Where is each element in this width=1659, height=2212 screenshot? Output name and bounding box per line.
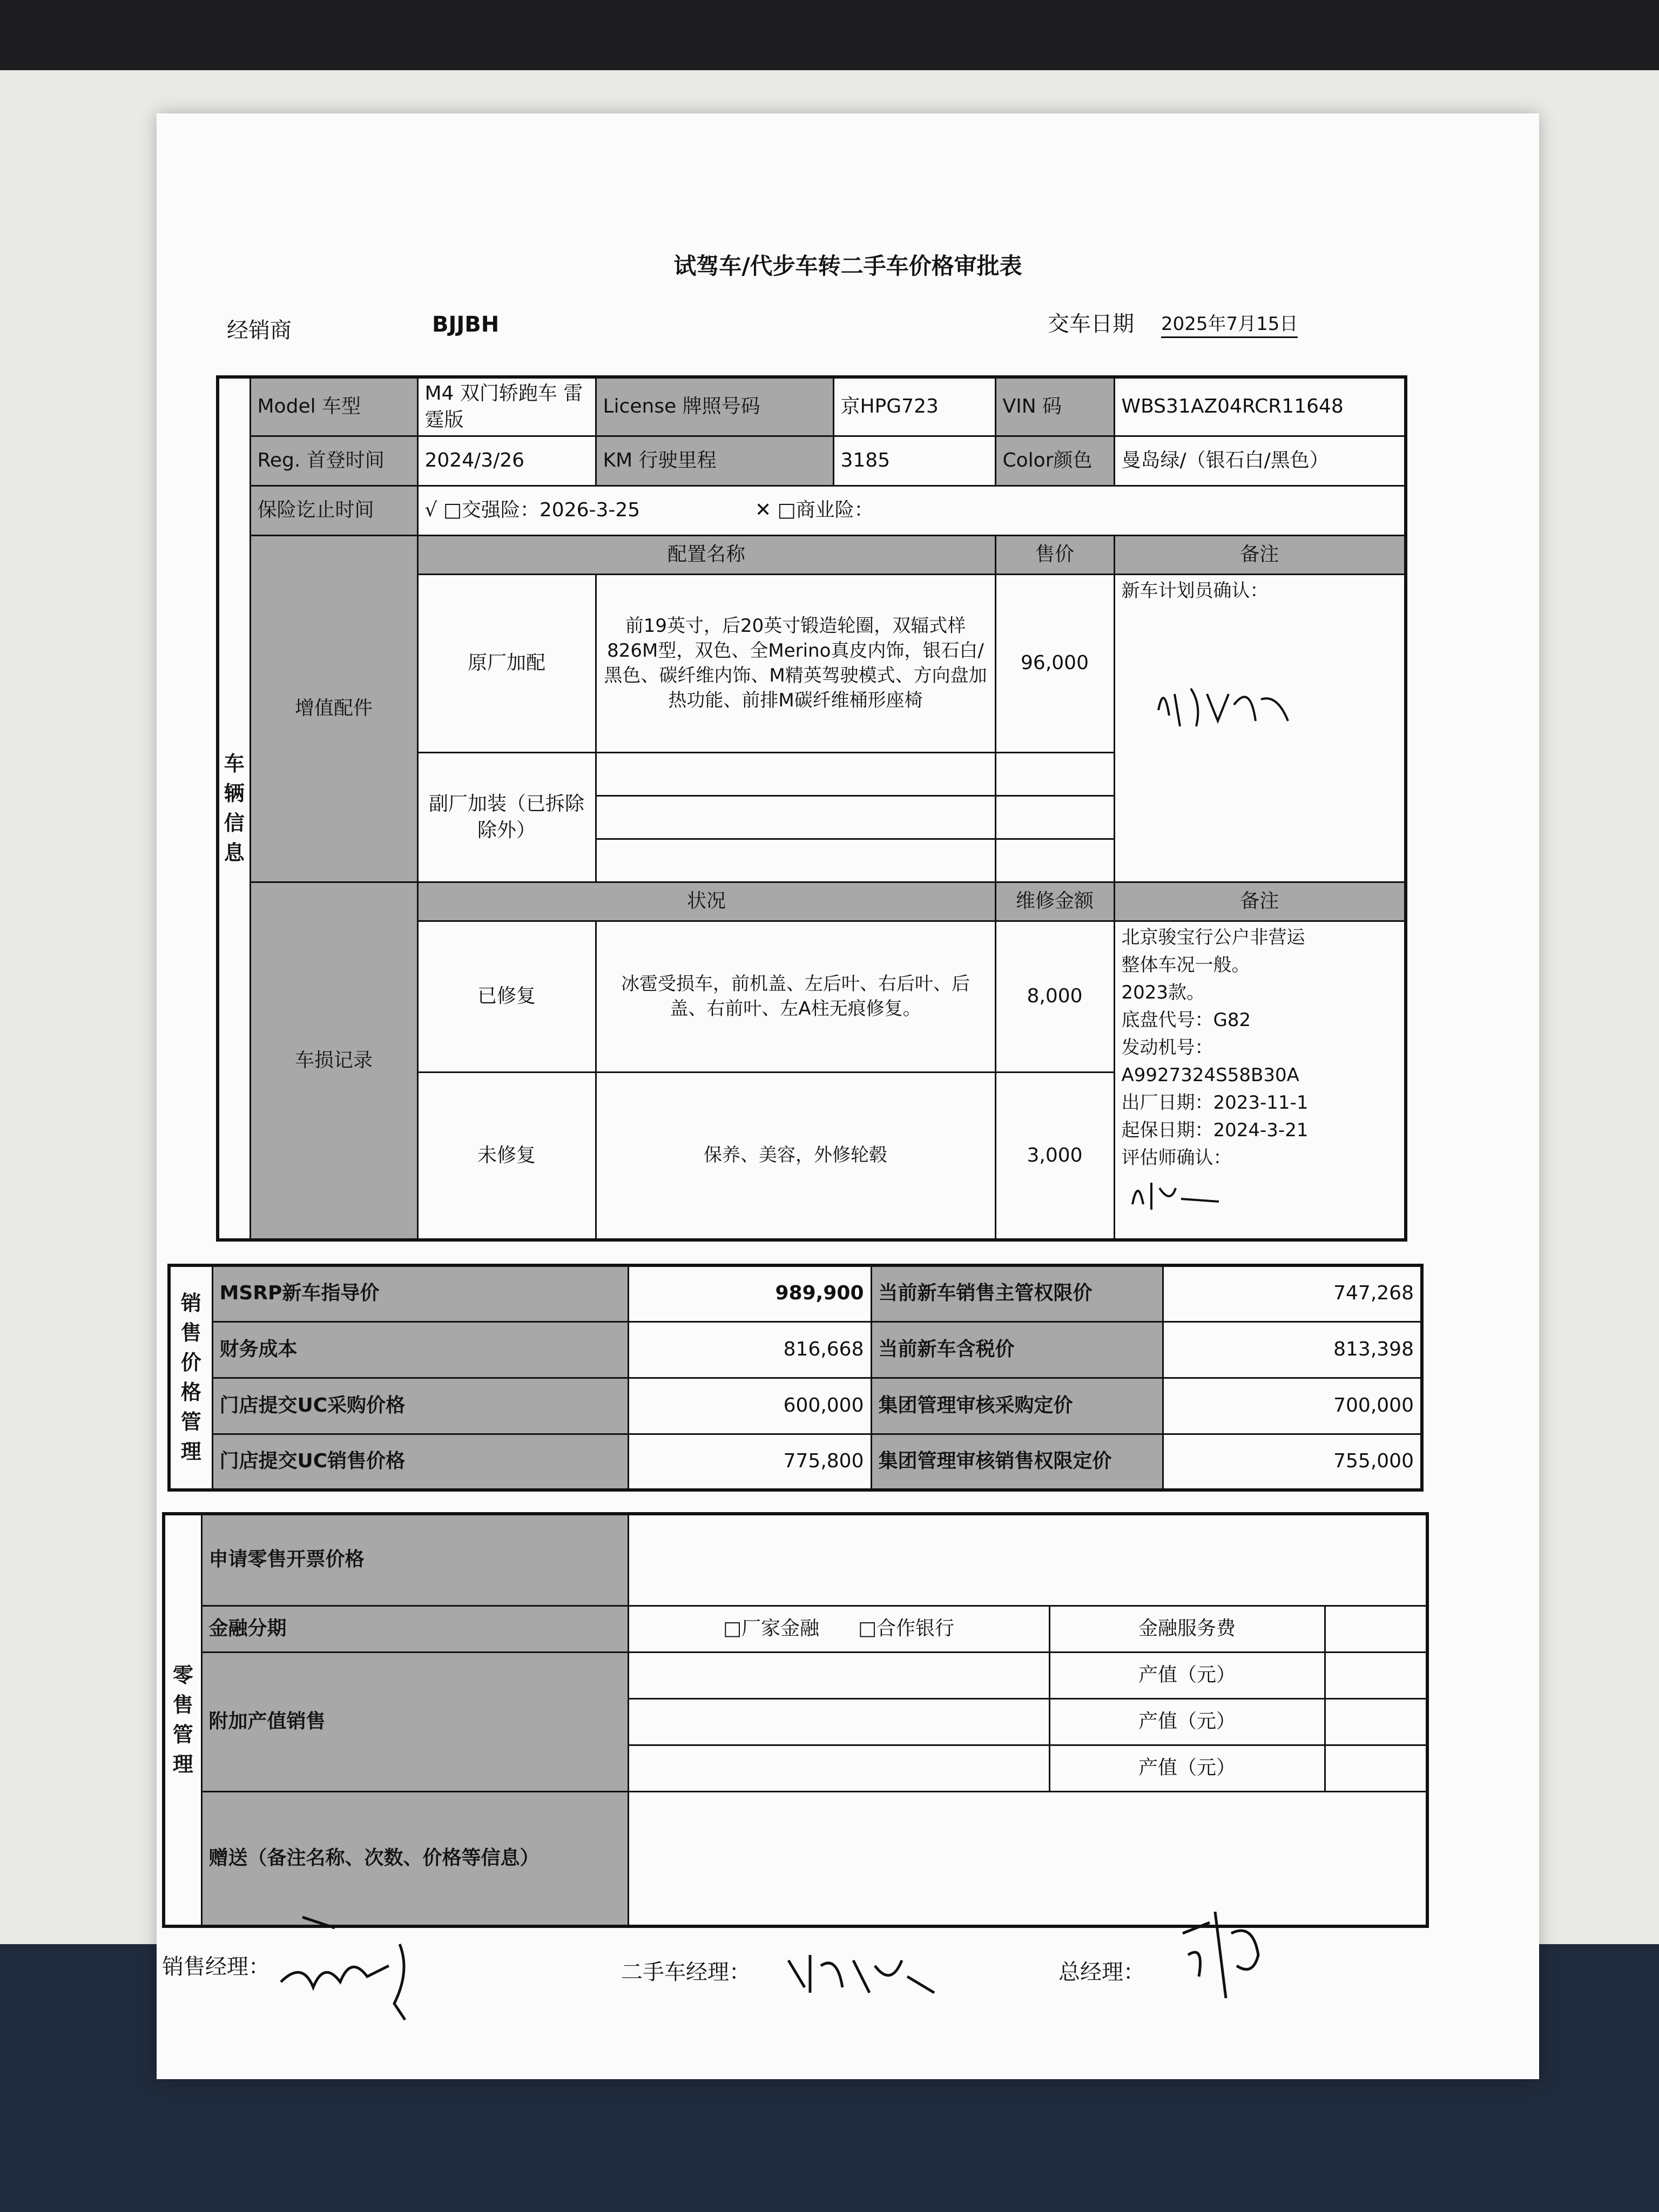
dealer-value: BJJBH bbox=[432, 312, 500, 337]
vehicle-section-label: 车 辆 信 息 bbox=[218, 377, 250, 1240]
reg-label: Reg. 首登时间 bbox=[250, 436, 417, 486]
unrepaired-label: 未修复 bbox=[417, 1073, 596, 1240]
vin-value: WBS31AZ04RCR11648 bbox=[1114, 377, 1406, 436]
damage-note-line: 起保日期：2024-3-21 bbox=[1121, 1120, 1309, 1142]
insurance-label: 保险讫止时间 bbox=[250, 486, 417, 536]
sales-manager-label: 销售经理： bbox=[162, 1954, 270, 1979]
addon-sales-item bbox=[628, 1745, 1049, 1791]
pricing-left-value: 989,900 bbox=[628, 1265, 871, 1321]
license-value: 京HPG723 bbox=[833, 377, 995, 436]
damage-note-line: 整体车况一般。 bbox=[1121, 954, 1250, 976]
repaired-amount: 8,000 bbox=[995, 921, 1114, 1073]
aftermarket-price-3 bbox=[995, 839, 1114, 882]
uc-manager-label: 二手车经理： bbox=[621, 1960, 751, 1985]
gift-label: 赠送（备注名称、次数、价格等信息） bbox=[201, 1791, 628, 1926]
delivery-date-label: 交车日期 bbox=[1048, 312, 1134, 336]
output-value bbox=[1325, 1745, 1427, 1791]
damage-note-line: 北京骏宝行公户非营运 bbox=[1121, 927, 1305, 949]
addons-header-price: 售价 bbox=[995, 536, 1114, 575]
repaired-label: 已修复 bbox=[417, 921, 596, 1073]
reg-value: 2024/3/26 bbox=[417, 436, 596, 486]
finance-options: □厂家金融 □合作银行 bbox=[628, 1606, 1049, 1652]
approval-form-paper bbox=[157, 113, 1539, 2079]
aftermarket-price-1 bbox=[995, 753, 1114, 796]
vehicle-info-table bbox=[216, 375, 1407, 1242]
pricing-left-label: 门店提交UC采购价格 bbox=[212, 1378, 628, 1434]
pricing-left-label: 门店提交UC销售价格 bbox=[212, 1434, 628, 1490]
invoice-price-value bbox=[628, 1514, 1427, 1606]
damage-note-line: 出厂日期：2023-11-1 bbox=[1121, 1092, 1309, 1114]
damage-note-line: 发动机号： bbox=[1121, 1037, 1213, 1059]
damage-header-status: 状况 bbox=[417, 882, 995, 921]
commercial-insurance: ✕ □商业险： bbox=[754, 499, 874, 522]
general-manager-label: 总经理： bbox=[1058, 1960, 1145, 1985]
pricing-left-value: 775,800 bbox=[628, 1434, 871, 1490]
pricing-table bbox=[167, 1264, 1424, 1492]
pricing-left-label: MSRP新车指导价 bbox=[212, 1265, 628, 1321]
insurance-values bbox=[417, 486, 1406, 536]
pricing-left-value: 816,668 bbox=[628, 1321, 871, 1378]
damage-header-note: 备注 bbox=[1114, 882, 1406, 921]
addons-header-note: 备注 bbox=[1114, 536, 1406, 575]
model-label: Model 车型 bbox=[250, 377, 417, 436]
damage-notes-cell bbox=[1114, 921, 1406, 1240]
dealer-label: 经销商 bbox=[227, 318, 292, 343]
unrepaired-desc: 保养、美容，外修轮毂 bbox=[596, 1073, 995, 1240]
pricing-right-label: 当前新车销售主管权限价 bbox=[871, 1265, 1163, 1321]
damage-note-line: 底盘代号：G82 bbox=[1121, 1009, 1251, 1031]
assessor-signature bbox=[1122, 1172, 1230, 1215]
output-label: 产值（元） bbox=[1049, 1698, 1325, 1745]
uc-manager-signature bbox=[783, 1944, 945, 2004]
addons-note: 新车计划员确认： bbox=[1121, 580, 1269, 602]
repaired-desc: 冰雹受损车，前机盖、左后叶、右后叶、后盖、右前叶、左A柱无痕修复。 bbox=[596, 921, 995, 1073]
finance-fee-label: 金融服务费 bbox=[1049, 1606, 1325, 1652]
pricing-left-value: 600,000 bbox=[628, 1378, 871, 1434]
gift-value bbox=[628, 1791, 1427, 1926]
addons-label: 增值配件 bbox=[250, 536, 417, 882]
photo-top-edge bbox=[0, 0, 1659, 70]
km-value: 3185 bbox=[833, 436, 995, 486]
output-value bbox=[1325, 1652, 1427, 1698]
model-value: M4 双门轿跑车 雷霆版 bbox=[417, 377, 596, 436]
output-value bbox=[1325, 1698, 1427, 1745]
aftermarket-label: 副厂加装（已拆除除外） bbox=[417, 753, 596, 882]
pricing-section-label: 销 售 价 格 管 理 bbox=[169, 1265, 212, 1490]
pricing-right-label: 当前新车含税价 bbox=[871, 1321, 1163, 1378]
factory-addon-label: 原厂加配 bbox=[417, 575, 596, 753]
addons-header-name: 配置名称 bbox=[417, 536, 995, 575]
pricing-right-value: 813,398 bbox=[1163, 1321, 1422, 1378]
planner-signature bbox=[1148, 672, 1310, 737]
unrepaired-amount: 3,000 bbox=[995, 1073, 1114, 1240]
addons-note-cell bbox=[1114, 575, 1406, 882]
pricing-left-label: 财务成本 bbox=[212, 1321, 628, 1378]
pricing-right-value: 755,000 bbox=[1163, 1434, 1422, 1490]
pricing-right-value: 700,000 bbox=[1163, 1378, 1422, 1434]
km-label: KM 行驶里程 bbox=[596, 436, 833, 486]
pricing-right-value: 747,268 bbox=[1163, 1265, 1422, 1321]
color-label: Color颜色 bbox=[995, 436, 1114, 486]
pricing-right-label: 集团管理审核销售权限定价 bbox=[871, 1434, 1163, 1490]
factory-addon-desc: 前19英寸，后20英寸锻造轮圈，双辐式样826M型，双色、全Merino真皮内饰，银石白/黑色、碳纤维内饰、M精英驾驶模式、方向盘加热功能、前排M碳纤维桶形座椅 bbox=[596, 575, 995, 753]
output-label: 产值（元） bbox=[1049, 1745, 1325, 1791]
finance-fee-value bbox=[1325, 1606, 1427, 1652]
aftermarket-price-2 bbox=[995, 796, 1114, 839]
delivery-date-value: 2025年7月15日 bbox=[1161, 309, 1298, 338]
license-label: License 牌照号码 bbox=[596, 377, 833, 436]
addon-sales-item bbox=[628, 1698, 1049, 1745]
general-manager-signature bbox=[1166, 1901, 1285, 2009]
vin-label: VIN 码 bbox=[995, 377, 1114, 436]
pricing-right-label: 集团管理审核采购定价 bbox=[871, 1378, 1163, 1434]
color-value: 曼岛绿/（银石白/黑色） bbox=[1114, 436, 1406, 486]
damage-header-amount: 维修金额 bbox=[995, 882, 1114, 921]
aftermarket-desc-2 bbox=[596, 796, 995, 839]
output-label: 产值（元） bbox=[1049, 1652, 1325, 1698]
factory-addon-price: 96,000 bbox=[995, 575, 1114, 753]
damage-note-line: A9927324S58B30A bbox=[1121, 1064, 1299, 1087]
damage-note-line: 2023款。 bbox=[1121, 982, 1205, 1004]
invoice-price-label: 申请零售开票价格 bbox=[201, 1514, 628, 1606]
damage-note-line: 评估师确认： bbox=[1121, 1147, 1232, 1169]
sales-manager-signature bbox=[270, 1896, 454, 2025]
compulsory-insurance: √ □交强险：2026-3-25 bbox=[424, 499, 640, 522]
aftermarket-desc-3 bbox=[596, 839, 995, 882]
form-title: 试驾车/代步车转二手车价格审批表 bbox=[673, 253, 1022, 279]
addon-sales-label: 附加产值销售 bbox=[201, 1652, 628, 1791]
addon-sales-item bbox=[628, 1652, 1049, 1698]
retail-section-label: 零 售 管 理 bbox=[164, 1514, 201, 1926]
finance-label: 金融分期 bbox=[201, 1606, 628, 1652]
retail-table bbox=[162, 1512, 1429, 1928]
damage-label: 车损记录 bbox=[250, 882, 417, 1240]
aftermarket-desc-1 bbox=[596, 753, 995, 796]
